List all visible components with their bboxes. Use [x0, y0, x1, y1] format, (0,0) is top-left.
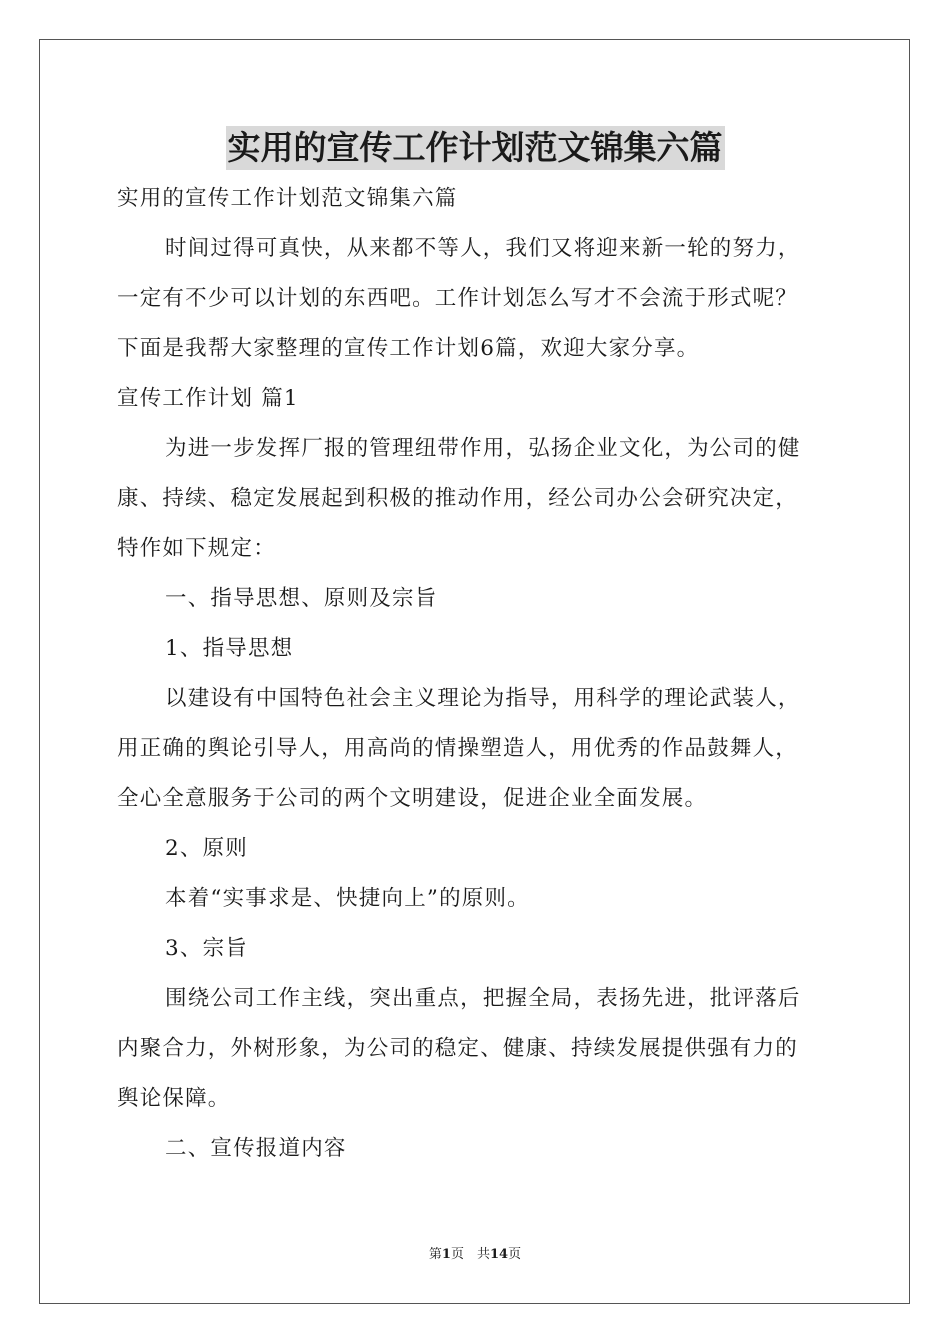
paragraph-line: 特作如下规定：	[117, 536, 276, 561]
page-footer	[0, 1246, 950, 1264]
paragraph-line: 本着“实事求是、快捷向上”的原则。	[165, 886, 530, 911]
paragraph-line: 一定有不少可以计划的东西吧。工作计划怎么写才不会流于形式呢？	[117, 286, 799, 311]
title-container	[0, 126, 950, 170]
page-border	[39, 39, 910, 1304]
footer-prefix: 第	[428, 1247, 442, 1262]
section-heading: 宣传工作计划 篇1	[117, 386, 299, 411]
paragraph-line: 康、持续、稳定发展起到积极的推动作用，经公司办公会研究决定，	[117, 486, 799, 511]
paragraph-line: 以建设有中国特色社会主义理论为指导，用科学的理论武装人，	[165, 686, 801, 711]
paragraph-line: 下面是我帮大家整理的宣传工作计划6篇，欢迎大家分享。	[117, 336, 700, 361]
heading-line: 1、指导思想	[165, 636, 294, 661]
paragraph-line: 围绕公司工作主线，突出重点，把握全局，表扬先进，批评落后	[165, 986, 801, 1011]
paragraph-line: 内聚合力，外树形象，为公司的稳定、健康、持续发展提供强有力的	[117, 1036, 799, 1061]
total-page-number: 14	[489, 1247, 509, 1262]
paragraph-line: 用正确的舆论引导人，用高尚的情操塑造人，用优秀的作品鼓舞人，	[117, 736, 799, 761]
heading-line: 二、宣传报道内容	[165, 1136, 347, 1161]
heading-line: 2、原则	[165, 836, 248, 861]
document-title: 实用的宣传工作计划范文锦集六篇	[226, 126, 725, 170]
paragraph-line: 舆论保障。	[117, 1086, 231, 1111]
footer-suffix: 页	[508, 1247, 522, 1262]
subtitle-line: 实用的宣传工作计划范文锦集六篇	[117, 186, 458, 211]
heading-line: 一、指导思想、原则及宗旨	[165, 586, 438, 611]
paragraph-line: 为进一步发挥厂报的管理纽带作用，弘扬企业文化，为公司的健	[165, 436, 801, 461]
footer-mid: 页 共	[450, 1247, 490, 1262]
heading-line: 3、宗旨	[165, 936, 248, 961]
paragraph-line: 时间过得可真快，从来都不等人，我们又将迎来新一轮的努力，	[165, 236, 801, 261]
paragraph-line: 全心全意服务于公司的两个文明建设，促进企业全面发展。	[117, 786, 708, 811]
current-page-number: 1	[441, 1247, 451, 1262]
